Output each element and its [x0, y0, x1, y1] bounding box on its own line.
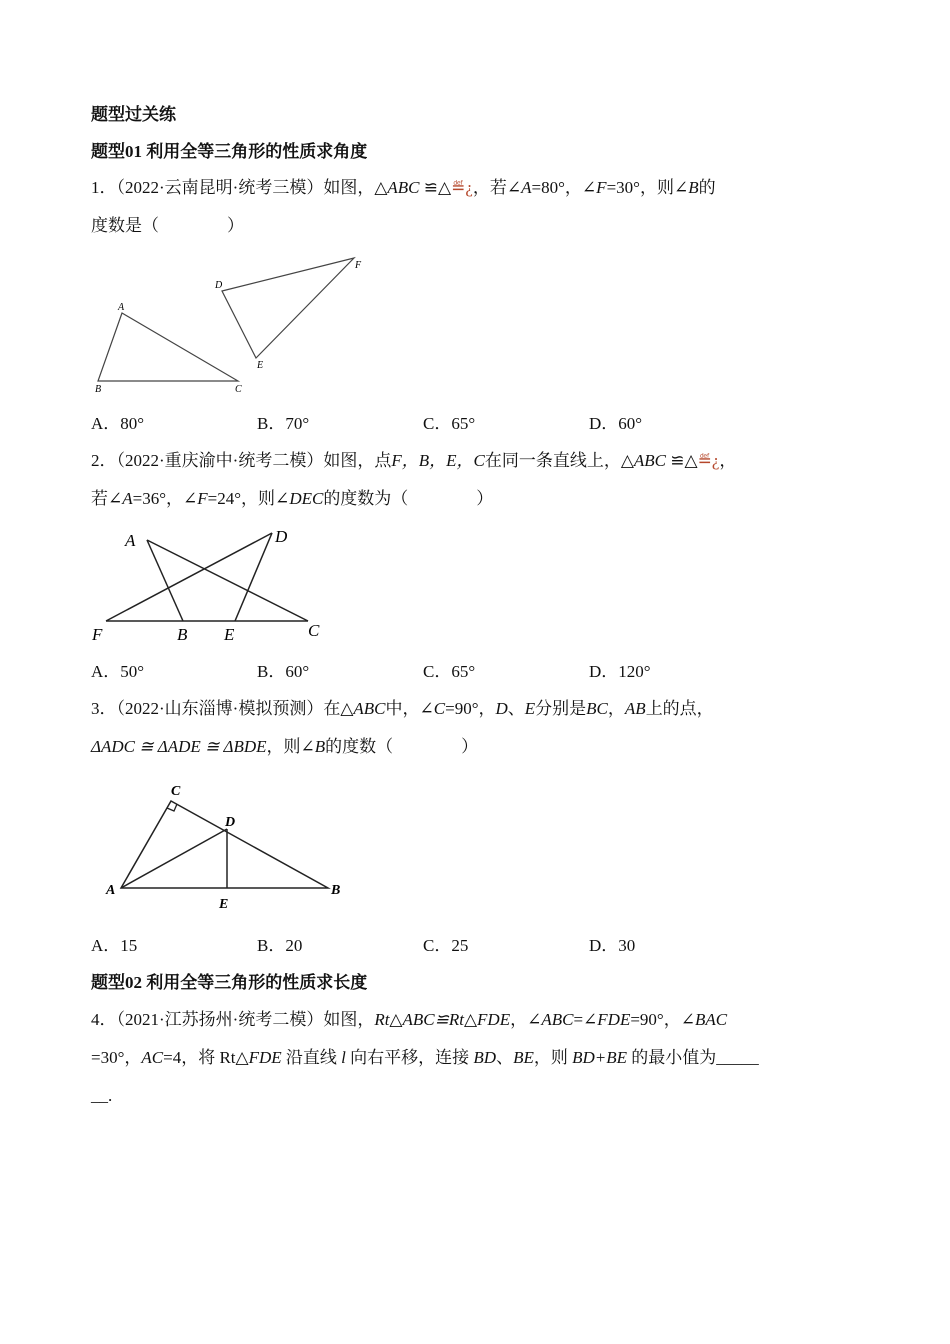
q3-text-b: 中，∠	[385, 699, 434, 718]
q2-option-a[interactable]: A．50°	[91, 662, 145, 681]
q2-label-a: A	[125, 531, 136, 550]
q3-label-e: E	[219, 897, 229, 912]
q4-bac: BAC	[694, 1010, 728, 1029]
q1-option-b[interactable]: B．70°	[257, 414, 310, 433]
q2-f: F	[197, 489, 208, 508]
q1-line2: 度数是（ ）	[91, 216, 244, 235]
type01-heading: 题型01 利用全等三角形的性质求角度	[91, 142, 368, 161]
q1-text-b: ≌△	[419, 178, 452, 197]
q2-dec: DEC	[289, 489, 324, 508]
q4-bd-plus-be: BD+BE	[572, 1048, 627, 1067]
q1-triangle-def	[222, 258, 354, 358]
q3-option-c[interactable]: C．25	[423, 936, 469, 955]
q2-text-g: =24°，则∠	[207, 489, 290, 508]
q4-text-d: =90°，∠	[630, 1010, 695, 1029]
q3-option-b[interactable]: B．20	[257, 936, 303, 955]
q4-ac: AC	[141, 1048, 164, 1067]
q1-triangle-abc	[98, 313, 238, 381]
q4-text-i: 、	[496, 1048, 514, 1067]
q2-option-b[interactable]: B．60°	[257, 662, 310, 681]
q1-abc: ABC	[387, 178, 420, 197]
q2-line2	[91, 488, 493, 510]
q2-text-h: 的度数为（ ）	[323, 489, 494, 508]
q3-text-g: 上的点，	[645, 699, 714, 718]
q2-text-a: 2．（2022·重庆渝中·统考二模）如图，点	[91, 451, 392, 470]
type02-heading: 题型02 利用全等三角形的性质求长度	[91, 973, 368, 992]
q3-text-d: 、	[507, 699, 525, 718]
q3-text-h: ，则∠	[266, 737, 315, 756]
q3-label-c: C	[171, 784, 181, 799]
q1-label-f: F	[355, 260, 362, 271]
q1-label-a: A	[118, 302, 125, 313]
q2-figure	[88, 522, 338, 647]
q3-line-ad	[121, 829, 227, 888]
q2-label-b: B	[177, 625, 188, 644]
q1-a: A	[521, 178, 532, 197]
q3-b: B	[314, 737, 326, 756]
q1-figure	[88, 250, 378, 400]
q3-d: D	[495, 699, 508, 718]
q1-option-a[interactable]: A．80°	[91, 414, 145, 433]
q2-label-f: F	[92, 625, 103, 644]
q1-garbled: ≝¿	[451, 178, 473, 197]
q4-text-c: =∠	[573, 1010, 598, 1029]
q2-a: A	[122, 489, 133, 508]
q2-text-e: 若∠	[91, 489, 123, 508]
q3-text-a: 3．（2022·山东淄博·模拟预测）在△	[91, 699, 354, 718]
q1-label-c: C	[235, 384, 242, 395]
q2-line-ac	[147, 540, 308, 621]
q3-e: E	[524, 699, 536, 718]
section-title: 题型过关练	[91, 105, 176, 124]
q1-line1	[91, 177, 716, 199]
q3-figure	[100, 776, 350, 916]
q3-bc: BC	[586, 699, 608, 718]
q1-label-b: B	[95, 384, 102, 395]
q3-abc: ABC	[353, 699, 386, 718]
q3-label-d: D	[225, 815, 236, 830]
q2-text-f: =36°，∠	[132, 489, 198, 508]
q4-abc: ABC	[541, 1010, 574, 1029]
q3-line1	[91, 698, 714, 720]
q2-text-d: ，	[719, 451, 737, 470]
q2-label-c: C	[308, 621, 320, 640]
q3-option-d[interactable]: D．30	[589, 936, 636, 955]
q3-text-e: 分别是	[535, 699, 587, 718]
q4-text-b: ，∠	[510, 1010, 542, 1029]
q4-answer-blank[interactable]: 的最小值为_____	[627, 1048, 759, 1067]
q3-text-i: 的度数（ ）	[325, 737, 479, 756]
q4-rt-congruence: Rt△ABC≌Rt△FDE	[374, 1010, 511, 1029]
q1-f: F	[596, 178, 607, 197]
q3-option-a[interactable]: A．15	[91, 936, 138, 955]
q4-line3[interactable]: __.	[91, 1086, 113, 1105]
q4-text-g: 沿直线	[281, 1048, 342, 1067]
q1-option-d[interactable]: D．60°	[589, 414, 643, 433]
q4-line2	[91, 1047, 759, 1069]
q2-option-c[interactable]: C．65°	[423, 662, 476, 681]
q1-text-a: 1．（2022·云南昆明·统考三模）如图，△	[91, 178, 388, 197]
q3-label-b: B	[331, 883, 341, 898]
q4-bd: BD	[473, 1048, 497, 1067]
q4-text-f: =4，将 Rt△	[163, 1048, 249, 1067]
q1-label-d: D	[215, 280, 223, 291]
q4-be: BE	[513, 1048, 534, 1067]
q4-text-j: ，则	[533, 1048, 573, 1067]
q4-fde: FDE	[597, 1010, 631, 1029]
q4-line-l: l	[341, 1048, 346, 1067]
q3-line2	[91, 736, 478, 758]
q1-text-f: 的	[698, 178, 716, 197]
q2-abc: ABC	[633, 451, 667, 470]
q3-congruence: ΔADC ≅ ΔADE ≅ ΔBDE	[91, 737, 267, 756]
q4-fde-2: FDE	[248, 1048, 282, 1067]
q3-c: C	[433, 699, 446, 718]
q1-text-e: =30°，则∠	[606, 178, 689, 197]
q3-ab: AB	[624, 699, 646, 718]
q1-label-e: E	[257, 360, 264, 371]
q3-text-f: ，	[607, 699, 625, 718]
q4-text-h: 向右平移，连接	[345, 1048, 474, 1067]
q2-option-d[interactable]: D．120°	[589, 662, 651, 681]
q4-line1	[91, 1009, 727, 1031]
q2-text-b: 在同一条直线上，△	[484, 451, 634, 470]
q2-points: F，B，E，C	[391, 451, 485, 470]
q2-label-e: E	[224, 625, 235, 644]
q3-label-a: A	[106, 883, 116, 898]
q2-line1	[91, 450, 736, 472]
q1-option-c[interactable]: C．65°	[423, 414, 476, 433]
q4-text-e: =30°，	[91, 1048, 142, 1067]
q2-garbled: ≝¿	[697, 451, 720, 470]
q1-text-c: ，若∠	[472, 178, 522, 197]
q3-text-c: =90°，	[445, 699, 496, 718]
q1-b: B	[688, 178, 699, 197]
q2-line-de	[235, 533, 272, 621]
q2-text-c: ≌△	[666, 451, 698, 470]
q4-text-a: 4．（2021·江苏扬州·统考二模）如图，	[91, 1010, 375, 1029]
q2-label-d: D	[275, 527, 288, 546]
q2-line-ab	[147, 540, 183, 621]
q1-text-d: =80°，∠	[531, 178, 597, 197]
